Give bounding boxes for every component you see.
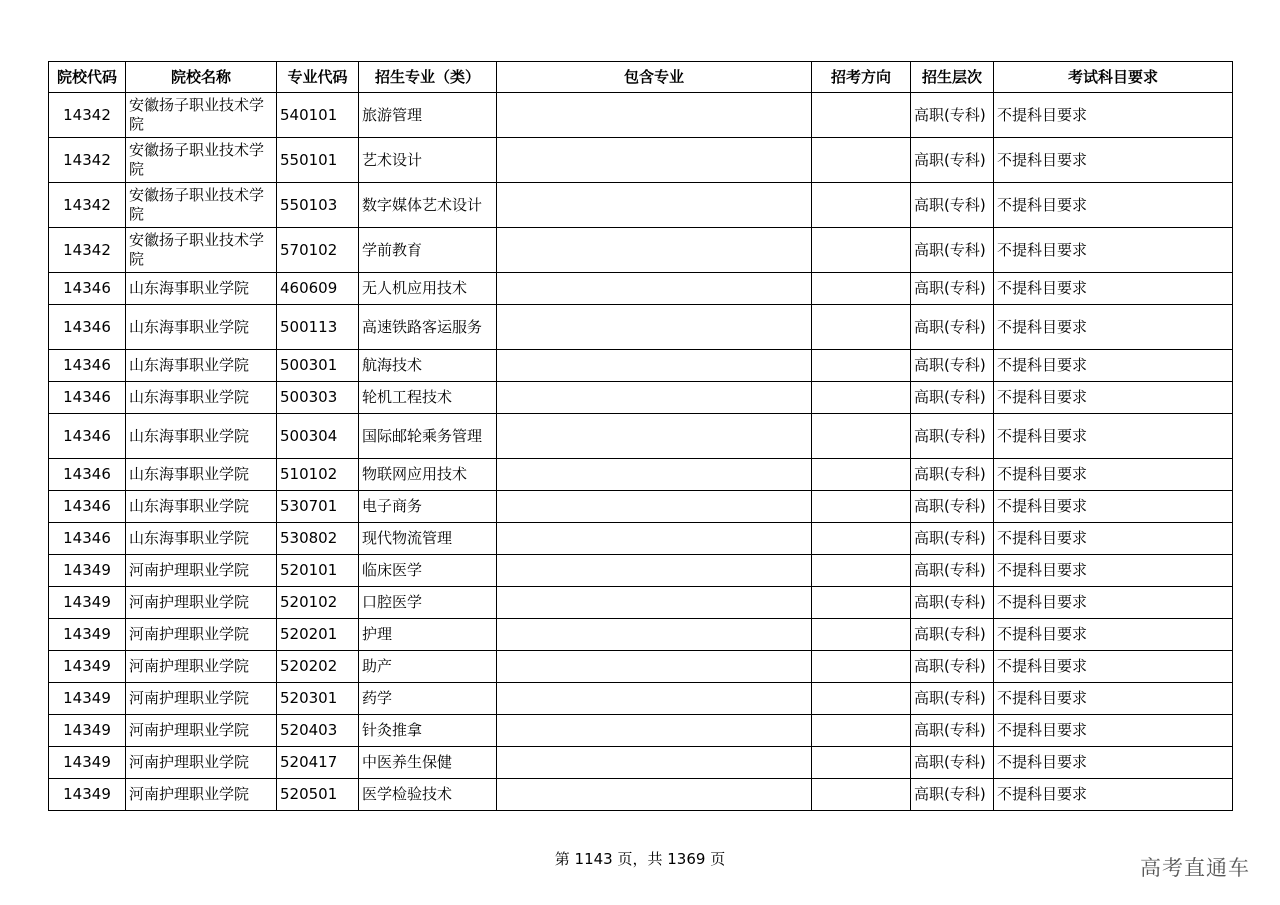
includes-cell (497, 651, 812, 683)
includes-cell (497, 587, 812, 619)
table-row (49, 491, 1233, 523)
school-code-cell: 14346 (49, 350, 126, 382)
major-cell: 医学检验技术 (359, 779, 497, 811)
school-name-cell: 安徽扬子职业技术学院 (126, 93, 277, 138)
school-name-cell: 安徽扬子职业技术学院 (126, 228, 277, 273)
level-cell: 高职(专科) (911, 414, 994, 459)
major-code-cell: 520403 (277, 715, 359, 747)
major-code-cell: 520417 (277, 747, 359, 779)
school-code-cell: 14346 (49, 273, 126, 305)
school-name-cell: 河南护理职业学院 (126, 683, 277, 715)
major-code-cell: 520301 (277, 683, 359, 715)
direction-cell (812, 183, 911, 228)
table-body (49, 93, 1233, 811)
school-code-cell: 14349 (49, 715, 126, 747)
requirement-cell: 不提科目要求 (994, 747, 1233, 779)
requirement-cell: 不提科目要求 (994, 779, 1233, 811)
direction-cell (812, 491, 911, 523)
major-cell: 国际邮轮乘务管理 (359, 414, 497, 459)
requirement-cell: 不提科目要求 (994, 587, 1233, 619)
major-code-cell: 570102 (277, 228, 359, 273)
includes-cell (497, 414, 812, 459)
table-row (49, 350, 1233, 382)
header-requirement: 考试科目要求 (994, 62, 1233, 93)
requirement-cell: 不提科目要求 (994, 555, 1233, 587)
school-code-cell: 14349 (49, 683, 126, 715)
major-code-cell: 530701 (277, 491, 359, 523)
includes-cell (497, 459, 812, 491)
level-cell: 高职(专科) (911, 491, 994, 523)
table-row (49, 683, 1233, 715)
major-cell: 药学 (359, 683, 497, 715)
school-name-cell: 安徽扬子职业技术学院 (126, 138, 277, 183)
includes-cell (497, 683, 812, 715)
major-cell: 旅游管理 (359, 93, 497, 138)
level-cell: 高职(专科) (911, 138, 994, 183)
major-code-cell: 540101 (277, 93, 359, 138)
direction-cell (812, 555, 911, 587)
level-cell: 高职(专科) (911, 619, 994, 651)
school-code-cell: 14342 (49, 138, 126, 183)
major-cell: 中医养生保健 (359, 747, 497, 779)
major-code-cell: 520501 (277, 779, 359, 811)
includes-cell (497, 491, 812, 523)
school-name-cell: 河南护理职业学院 (126, 587, 277, 619)
level-cell: 高职(专科) (911, 683, 994, 715)
table-row (49, 183, 1233, 228)
major-cell: 助产 (359, 651, 497, 683)
level-cell: 高职(专科) (911, 350, 994, 382)
table-row (49, 523, 1233, 555)
header-major-code: 专业代码 (277, 62, 359, 93)
school-code-cell: 14346 (49, 459, 126, 491)
direction-cell (812, 382, 911, 414)
level-cell: 高职(专科) (911, 555, 994, 587)
requirement-cell: 不提科目要求 (994, 273, 1233, 305)
header-major: 招生专业（类） (359, 62, 497, 93)
major-cell: 航海技术 (359, 350, 497, 382)
table-row (49, 93, 1233, 138)
level-cell: 高职(专科) (911, 382, 994, 414)
requirement-cell: 不提科目要求 (994, 523, 1233, 555)
watermark: 高考直通车 (1140, 856, 1250, 880)
table-row (49, 138, 1233, 183)
requirement-cell: 不提科目要求 (994, 138, 1233, 183)
includes-cell (497, 779, 812, 811)
direction-cell (812, 587, 911, 619)
major-code-cell: 530802 (277, 523, 359, 555)
includes-cell (497, 305, 812, 350)
includes-cell (497, 228, 812, 273)
level-cell: 高职(专科) (911, 523, 994, 555)
direction-cell (812, 523, 911, 555)
requirement-cell: 不提科目要求 (994, 305, 1233, 350)
direction-cell (812, 228, 911, 273)
level-cell: 高职(专科) (911, 779, 994, 811)
school-code-cell: 14349 (49, 651, 126, 683)
table-row (49, 555, 1233, 587)
major-code-cell: 460609 (277, 273, 359, 305)
level-cell: 高职(专科) (911, 183, 994, 228)
direction-cell (812, 619, 911, 651)
requirement-cell: 不提科目要求 (994, 715, 1233, 747)
table-row (49, 305, 1233, 350)
major-cell: 护理 (359, 619, 497, 651)
header-school-code: 院校代码 (49, 62, 126, 93)
school-name-cell: 安徽扬子职业技术学院 (126, 183, 277, 228)
includes-cell (497, 555, 812, 587)
school-code-cell: 14349 (49, 555, 126, 587)
school-name-cell: 河南护理职业学院 (126, 555, 277, 587)
school-name-cell: 山东海事职业学院 (126, 350, 277, 382)
school-name-cell: 山东海事职业学院 (126, 491, 277, 523)
major-code-cell: 550101 (277, 138, 359, 183)
direction-cell (812, 350, 911, 382)
table-row (49, 414, 1233, 459)
includes-cell (497, 619, 812, 651)
direction-cell (812, 747, 911, 779)
major-cell: 现代物流管理 (359, 523, 497, 555)
table-row (49, 273, 1233, 305)
school-name-cell: 河南护理职业学院 (126, 651, 277, 683)
major-code-cell: 500301 (277, 350, 359, 382)
level-cell: 高职(专科) (911, 93, 994, 138)
table-row (49, 715, 1233, 747)
level-cell: 高职(专科) (911, 459, 994, 491)
direction-cell (812, 459, 911, 491)
requirement-cell: 不提科目要求 (994, 683, 1233, 715)
major-code-cell: 520101 (277, 555, 359, 587)
admission-table (48, 61, 1233, 811)
major-code-cell: 550103 (277, 183, 359, 228)
school-name-cell: 山东海事职业学院 (126, 273, 277, 305)
direction-cell (812, 93, 911, 138)
school-name-cell: 山东海事职业学院 (126, 459, 277, 491)
includes-cell (497, 715, 812, 747)
requirement-cell: 不提科目要求 (994, 382, 1233, 414)
direction-cell (812, 414, 911, 459)
school-code-cell: 14346 (49, 382, 126, 414)
school-name-cell: 河南护理职业学院 (126, 619, 277, 651)
table-row (49, 382, 1233, 414)
major-code-cell: 520201 (277, 619, 359, 651)
requirement-cell: 不提科目要求 (994, 183, 1233, 228)
table-row (49, 779, 1233, 811)
requirement-cell: 不提科目要求 (994, 651, 1233, 683)
school-code-cell: 14349 (49, 587, 126, 619)
school-code-cell: 14349 (49, 747, 126, 779)
school-code-cell: 14349 (49, 779, 126, 811)
major-cell: 数字媒体艺术设计 (359, 183, 497, 228)
school-name-cell: 山东海事职业学院 (126, 382, 277, 414)
direction-cell (812, 715, 911, 747)
major-cell: 高速铁路客运服务 (359, 305, 497, 350)
requirement-cell: 不提科目要求 (994, 350, 1233, 382)
direction-cell (812, 683, 911, 715)
includes-cell (497, 747, 812, 779)
table-row (49, 651, 1233, 683)
major-code-cell: 500304 (277, 414, 359, 459)
requirement-cell: 不提科目要求 (994, 414, 1233, 459)
major-cell: 学前教育 (359, 228, 497, 273)
includes-cell (497, 350, 812, 382)
level-cell: 高职(专科) (911, 228, 994, 273)
requirement-cell: 不提科目要求 (994, 93, 1233, 138)
school-code-cell: 14342 (49, 93, 126, 138)
school-name-cell: 山东海事职业学院 (126, 523, 277, 555)
table-row (49, 459, 1233, 491)
header-row (49, 62, 1233, 93)
school-code-cell: 14346 (49, 414, 126, 459)
page-footer: 第 1143 页，共 1369 页 (554, 850, 726, 868)
header-school-name: 院校名称 (126, 62, 277, 93)
school-name-cell: 河南护理职业学院 (126, 747, 277, 779)
table-row (49, 619, 1233, 651)
includes-cell (497, 93, 812, 138)
level-cell: 高职(专科) (911, 273, 994, 305)
table-row (49, 228, 1233, 273)
major-cell: 针灸推拿 (359, 715, 497, 747)
direction-cell (812, 779, 911, 811)
level-cell: 高职(专科) (911, 715, 994, 747)
major-code-cell: 500303 (277, 382, 359, 414)
requirement-cell: 不提科目要求 (994, 619, 1233, 651)
school-name-cell: 山东海事职业学院 (126, 305, 277, 350)
school-code-cell: 14349 (49, 619, 126, 651)
level-cell: 高职(专科) (911, 747, 994, 779)
major-cell: 电子商务 (359, 491, 497, 523)
direction-cell (812, 651, 911, 683)
table-row (49, 747, 1233, 779)
includes-cell (497, 382, 812, 414)
level-cell: 高职(专科) (911, 587, 994, 619)
includes-cell (497, 273, 812, 305)
major-code-cell: 520202 (277, 651, 359, 683)
requirement-cell: 不提科目要求 (994, 459, 1233, 491)
major-cell: 艺术设计 (359, 138, 497, 183)
major-cell: 临床医学 (359, 555, 497, 587)
major-cell: 轮机工程技术 (359, 382, 497, 414)
school-name-cell: 山东海事职业学院 (126, 414, 277, 459)
school-code-cell: 14342 (49, 228, 126, 273)
major-cell: 口腔医学 (359, 587, 497, 619)
major-cell: 物联网应用技术 (359, 459, 497, 491)
direction-cell (812, 273, 911, 305)
header-includes: 包含专业 (497, 62, 812, 93)
requirement-cell: 不提科目要求 (994, 491, 1233, 523)
major-code-cell: 520102 (277, 587, 359, 619)
school-name-cell: 河南护理职业学院 (126, 779, 277, 811)
header-direction: 招考方向 (812, 62, 911, 93)
level-cell: 高职(专科) (911, 651, 994, 683)
table-row (49, 587, 1233, 619)
includes-cell (497, 138, 812, 183)
direction-cell (812, 138, 911, 183)
includes-cell (497, 523, 812, 555)
school-code-cell: 14342 (49, 183, 126, 228)
school-code-cell: 14346 (49, 491, 126, 523)
major-cell: 无人机应用技术 (359, 273, 497, 305)
school-name-cell: 河南护理职业学院 (126, 715, 277, 747)
level-cell: 高职(专科) (911, 305, 994, 350)
school-code-cell: 14346 (49, 523, 126, 555)
direction-cell (812, 305, 911, 350)
major-code-cell: 500113 (277, 305, 359, 350)
requirement-cell: 不提科目要求 (994, 228, 1233, 273)
school-code-cell: 14346 (49, 305, 126, 350)
header-level: 招生层次 (911, 62, 994, 93)
major-code-cell: 510102 (277, 459, 359, 491)
includes-cell (497, 183, 812, 228)
